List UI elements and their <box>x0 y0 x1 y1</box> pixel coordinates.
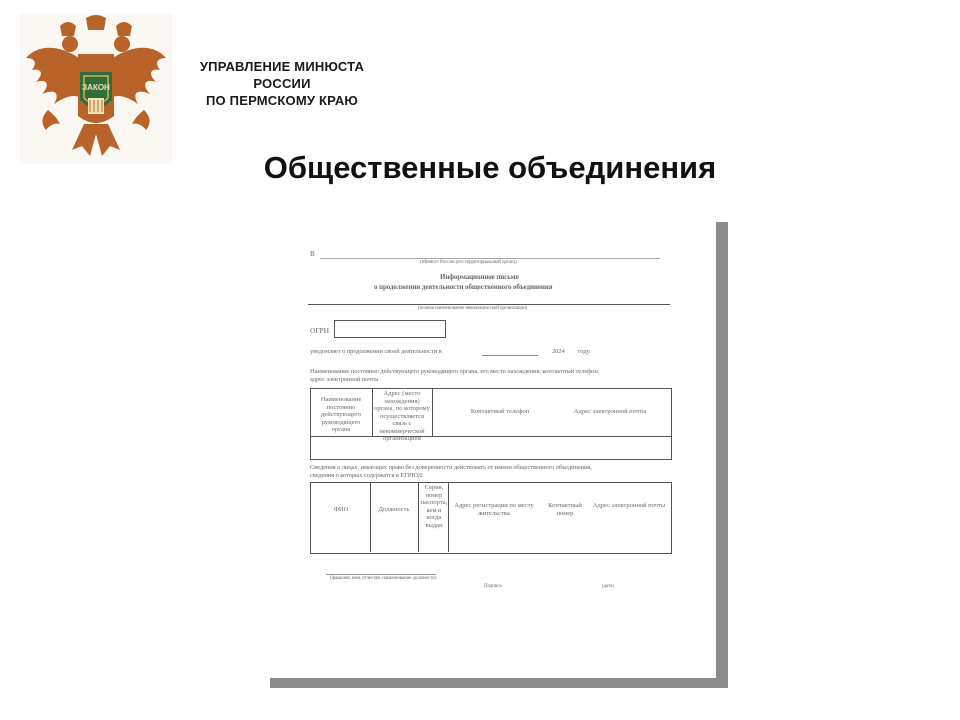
org-line-3: ПО ПЕРМСКОМУ КРАЮ <box>205 93 359 108</box>
doc-table2-header: Контактный номер <box>548 502 582 517</box>
doc-sign-line <box>326 574 436 575</box>
doc-table2-header: Адрес регистрации по месту жительства <box>454 502 534 517</box>
doc-year: 2024 <box>552 348 565 355</box>
doc-section1-line2: адрес электронной почты <box>310 376 379 383</box>
doc-year-line <box>482 355 538 356</box>
doc-table1-divider <box>432 388 433 436</box>
scanned-document <box>270 222 716 678</box>
doc-table1-header: Адрес электронной почты <box>573 408 647 415</box>
doc-name-line <box>308 304 670 305</box>
doc-sign-note-3: (дата) <box>602 584 614 589</box>
doc-table1-header: Адрес (место нахождения) органа, по которому осуществляется связь с некоммерческой организацией <box>374 390 430 442</box>
doc-name-note: (полное наименование некоммерческой организации) <box>418 306 528 311</box>
doc-sign-note-1: (фамилия, имя, отчество, наименование должности) <box>330 576 437 581</box>
org-line-1: УПРАВЛЕНИЕ МИНЮСТА <box>199 59 365 74</box>
doc-notice-suffix: году. <box>578 348 591 355</box>
doc-to-note: (Минюст России (его территориальный орган)) <box>420 260 517 265</box>
doc-table2 <box>310 482 672 554</box>
doc-ogrn-label: ОГРН <box>310 326 329 335</box>
doc-to-line <box>320 258 660 259</box>
doc-table1-header: Наименование постоянно действующего руководящего органа <box>320 396 362 433</box>
doc-table1-header: Контактный телефон <box>470 408 530 415</box>
doc-to-label: В <box>310 250 315 258</box>
doc-notice-prefix: уведомляет о продолжении своей деятельности в <box>310 348 442 355</box>
document-shadow-bottom <box>270 678 728 688</box>
doc-table2-header: ФИО <box>333 506 349 513</box>
doc-ogrn-box <box>334 320 446 338</box>
doc-table1-row-line <box>310 436 671 437</box>
doc-table1-divider <box>372 388 373 436</box>
doc-table2-divider <box>418 482 419 552</box>
doc-sign-note-2: Подпись <box>484 584 502 589</box>
ministry-emblem <box>20 14 172 164</box>
doc-section2-line1: Сведения о лицах, имеющих право без доверенности действовать от имени общественного объединения, <box>310 464 592 471</box>
emblem-lettering: ЗАКОН <box>82 83 110 92</box>
doc-table2-header: Должность <box>378 506 410 513</box>
doc-table2-header: Серия, номер паспорта, кем и когда выдан <box>420 484 448 529</box>
org-line-2: РОССИИ <box>253 76 311 91</box>
doc-table2-header: Адрес электронной почты <box>592 502 666 509</box>
organization-name <box>174 58 390 109</box>
doc-section2-line2: сведения о которых содержатся в ЕГРЮЛ: <box>310 472 424 479</box>
document-shadow-right <box>716 222 728 688</box>
doc-table2-divider <box>448 482 449 552</box>
doc-heading-2: о продолжении деятельности общественного объединения <box>374 283 553 291</box>
doc-section1-line1: Наименование постоянно действующего руководящего органа, его место нахождения, контактный телефон, <box>310 368 600 375</box>
doc-table2-divider <box>370 482 371 552</box>
doc-heading-1: Информационное письмо <box>440 273 519 281</box>
page-title: Общественные объединения <box>263 150 717 185</box>
